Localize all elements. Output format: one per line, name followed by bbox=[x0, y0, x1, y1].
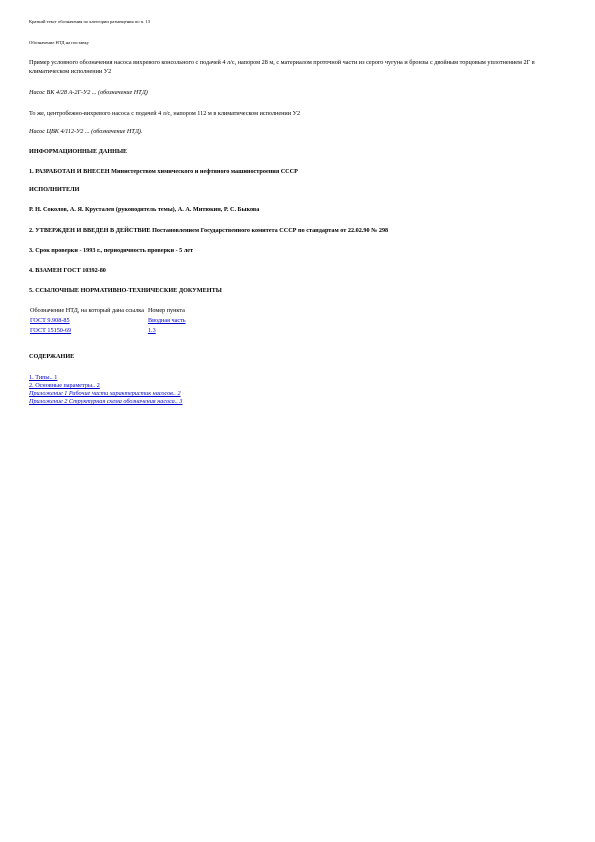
clause-1-3-link[interactable]: 1.3 bbox=[147, 327, 156, 334]
table-header-cell: Номер пункта bbox=[147, 307, 185, 314]
same-code: Насос ЦВК 4/112-У2 ... (обозначение НТД). bbox=[29, 128, 143, 135]
executors: Р. Н. Соколов, А. Я. Крусталев (руководитель темы), А. А. Митюкин, Р. С. Быкова bbox=[29, 206, 260, 213]
table-of-contents bbox=[29, 374, 183, 406]
toc-item bbox=[29, 374, 183, 382]
table-row bbox=[28, 317, 188, 327]
same-paragraph: То же, центробежно-вихревого насоса с подачей 4 л/с, напором 112 м в климатическом исполнении У2 bbox=[29, 110, 301, 117]
references-table bbox=[28, 307, 188, 337]
contents-heading: СОДЕРЖАНИЕ bbox=[29, 353, 75, 360]
info-heading: ИНФОРМАЦИОННЫЕ ДАННЫЕ bbox=[29, 148, 128, 155]
toc-item bbox=[29, 390, 183, 398]
toc-link-types[interactable]: 1. Типы.. 1 bbox=[29, 374, 58, 381]
item-4: 4. ВЗАМЕН ГОСТ 10392-80 bbox=[29, 267, 106, 274]
intro-part-link[interactable]: Вводная часть bbox=[147, 317, 186, 324]
gost-15150-link[interactable]: ГОСТ 15150-69 bbox=[30, 327, 72, 334]
item-2: 2. УТВЕРЖДЕН И ВВЕДЕН В ДЕЙСТВИЕ Постановлением Государственного комитета СССР по стандартам от 22.02.90 № 298 bbox=[29, 227, 389, 234]
top-note: Краткий текст обозначения по категории размещения по п. 13 bbox=[29, 19, 151, 24]
item-1: 1. РАЗРАБОТАН И ВНЕСЕН Министерством химического и нефтяного машиностроения СССР bbox=[29, 168, 298, 175]
toc-link-appendix-1[interactable]: Приложение 1 Рабочие части характеристик насосов.. 2 bbox=[29, 390, 181, 397]
toc-link-parameters[interactable]: 2. Основные параметры.. 2 bbox=[29, 382, 100, 389]
table-row bbox=[28, 327, 188, 337]
item-3: 3. Срок проверки - 1993 г., периодичность проверки - 5 лет bbox=[29, 247, 194, 254]
table-header-row bbox=[28, 307, 188, 317]
executors-heading: ИСПОЛНИТЕЛИ bbox=[29, 186, 80, 193]
example-code: Насос ВК 4/28 А-2Г-У2 ... (обозначение НТД) bbox=[29, 89, 148, 96]
table-header-cell: Обозначение НТД, на который дана ссылка bbox=[30, 307, 144, 314]
toc-link-appendix-2[interactable]: Приложение 2 Структурная схема обозначения насоса.. 3 bbox=[29, 398, 183, 405]
subtitle: Обозначение НТД на поставку bbox=[29, 40, 89, 45]
example-paragraph: Пример условного обозначения насоса вихревого консольного с подачей 4 л/с, напором 28 м, с материалом проточной части из серого чугуна и бронзы с двойным торцовым уплотнением 2Г в климатическом исполнении У2 bbox=[29, 59, 535, 75]
toc-item bbox=[29, 398, 183, 406]
item-5: 5. ССЫЛОЧНЫЕ НОРМАТИВНО-ТЕХНИЧЕСКИЕ ДОКУМЕНТЫ bbox=[29, 287, 222, 294]
toc-item bbox=[29, 382, 183, 390]
gost-9908-link[interactable]: ГОСТ 9.908-85 bbox=[30, 317, 70, 324]
